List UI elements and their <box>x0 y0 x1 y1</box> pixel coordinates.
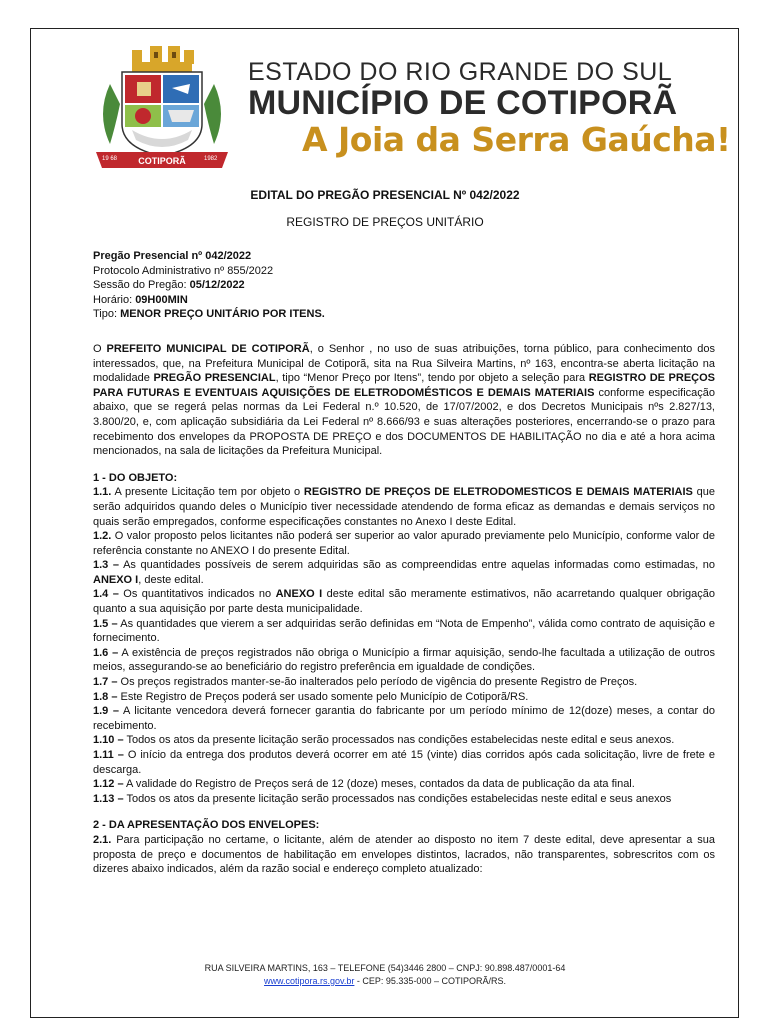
section-1-items <box>93 485 715 806</box>
clause-item: 1.9 – A licitante vencedora deverá fornecer garantia do fabricante por um período mínimo de 12(doze) meses, a contar do recebimento. <box>93 705 715 732</box>
clause-item: 1.10 – Todos os atos da presente licitação serão processados nas condições estabelecidas neste edital e seus anexos. <box>93 734 675 747</box>
clause-item: 1.2. O valor proposto pelos licitantes não poderá ser superior ao valor apurado previamente pelo Município, conforme valor de referência constante no ANEXO I do presente Edital. <box>93 530 715 557</box>
footer-line2: www.cotipora.rs.gov.br - CEP: 95.335-000 – COTIPORÃ/RS. <box>264 976 506 986</box>
clause-item: 1.8 – Este Registro de Preços poderá ser usado somente pelo Município de Cotiporã/RS. <box>93 690 529 703</box>
clause-item: 1.3 – As quantidades possíveis de serem adquiridas são as compreendidas entre aquelas informadas como estimadas, no ANEXO I, deste edital. <box>93 559 716 586</box>
clause-item: 1.4 – Os quantitativos indicados no ANEXO I deste edital são meramente estimativos, não acarretando qualquer obrigação quanto a sua aquisição por parte desta municipalidade. <box>93 588 716 616</box>
info-protocolo: Protocolo Administrativo nº 855/2022 <box>93 264 274 277</box>
clause-item: 1.5 – As quantidades que vierem a ser adquiridas serão definidas em “Nota de Empenho”, válida como contrato de aquisição e fornecimento. <box>93 617 715 645</box>
crown-icon <box>132 46 194 72</box>
footer-address: RUA SILVEIRA MARTINS, 163 – TELEFONE (54)3446 2800 – CNPJ: 90.898.487/0001-64 <box>204 963 566 973</box>
svg-text:1982: 1982 <box>204 156 218 162</box>
info-horario: Horário: 09H00MIN <box>93 293 188 306</box>
section-2-heading: 2 - DA APRESENTAÇÃO DOS ENVELOPES: <box>93 819 320 832</box>
intro-paragraph: O PREFEITO MUNICIPAL DE COTIPORÃ, o Senhor , no uso de suas atribuições, torna público, para conhecimento dos interessados, que, na Prefeitura Municipal de Cotiporã, sita na Rua Silveira Martins, nº 163, encontra-se aberta licitação na modalidade PREGÃO PRESENCIAL, tipo “Menor Preço por Itens”, tendo por objeto a seleção para REGISTRO DE PREÇOS PARA FUTURAS E EVENTUAIS AQUISIÇÕES DE ELETRODOMÉSTICOS E DEMAIS MATERIAIS conforme especificação abaixo, que se regerá pelas normas da Lei Federal n.º 10.520, de 17/07/2002, e dos Decretos Municipais nºs 2.827/13, 3.800/20, e, com aplicação subsidiária da Lei Federal nº 8.666/93 e suas alterações posteriores, encerrando-se o prazo para recebimento dos envelopes da PROPOSTA DE PREÇO e dos DOCUMENTOS DE HABILITAÇÃO no dia e até a hora acima mencionados, na sala de licitações da Prefeitura Municipal. <box>93 342 716 458</box>
section-1-heading: 1 - DO OBJETO: <box>93 471 178 484</box>
page-footer <box>0 962 770 988</box>
svg-text:COTIPORÃ: COTIPORÃ <box>138 156 186 166</box>
clause-item: 2.1. Para participação no certame, o licitante, além de atender ao disposto no item 7 deste edital, deve apresentar a sua proposta de preço e documentos de habilitação em envelopes distintos, lacrados, não transparentes, sobrescritos com os dizeres abaixo indicados, além da razão social e endereço completo atualizado: <box>93 833 715 876</box>
section-2-items <box>93 833 715 877</box>
document-subtitle: REGISTRO DE PREÇOS UNITÁRIO <box>286 215 484 229</box>
document-title: EDITAL DO PREGÃO PRESENCIAL Nº 042/2022 <box>250 188 520 202</box>
header-slogan: A Joia da Serra Gaúcha! <box>302 120 731 159</box>
website-link[interactable]: www.cotipora.rs.gov.br <box>264 976 355 986</box>
info-sessao: Sessão do Pregão: 05/12/2022 <box>93 279 245 292</box>
municipal-crest-logo <box>92 44 232 172</box>
clause-item: 1.7 – Os preços registrados manter-se-ão inalterados pelo período de vigência do presente Registro de Preços. <box>93 676 638 689</box>
info-tipo: Tipo: MENOR PREÇO UNITÁRIO POR ITENS. <box>93 308 325 321</box>
header-municipality: MUNICÍPIO DE COTIPORÃ <box>248 84 678 122</box>
clause-item: 1.12 – A validade do Registro de Preços será de 12 (doze) meses, contados da data de publicação da ata final. <box>93 778 635 791</box>
svg-text:19 68: 19 68 <box>102 156 118 162</box>
info-pregao: Pregão Presencial nº 042/2022 <box>93 250 252 262</box>
document-body <box>93 249 715 877</box>
clause-item: 1.1. A presente Licitação tem por objeto o REGISTRO DE PREÇOS DE ELETRODOMESTICOS E DEMAIS MATERIAIS que serão adquiridos quando deles o Município tiver necessidade atendendo de forma eficaz as demandas e demais serviços no quais serão empregados, conforme especificações constantes no Anexo I deste Edital. <box>93 486 715 528</box>
clause-item: 1.13 – Todos os atos da presente licitação serão processados nas condições estabelecidas neste edital e seus anexos <box>93 792 672 805</box>
header-state: ESTADO DO RIO GRANDE DO SUL <box>248 58 673 86</box>
clause-item: 1.11 – O início da entrega dos produtos deverá ocorrer em até 15 (vinte) dias corridos após cada solicitação, livre de frete e descarga. <box>93 749 715 776</box>
clause-item: 1.6 – A existência de preços registrados não obriga o Município a firmar aquisição, sendo-lhe facultada a utilização de outros meios, assegurando-se ao beneficiário do registro preferência em igualdade de condições. <box>93 646 715 674</box>
